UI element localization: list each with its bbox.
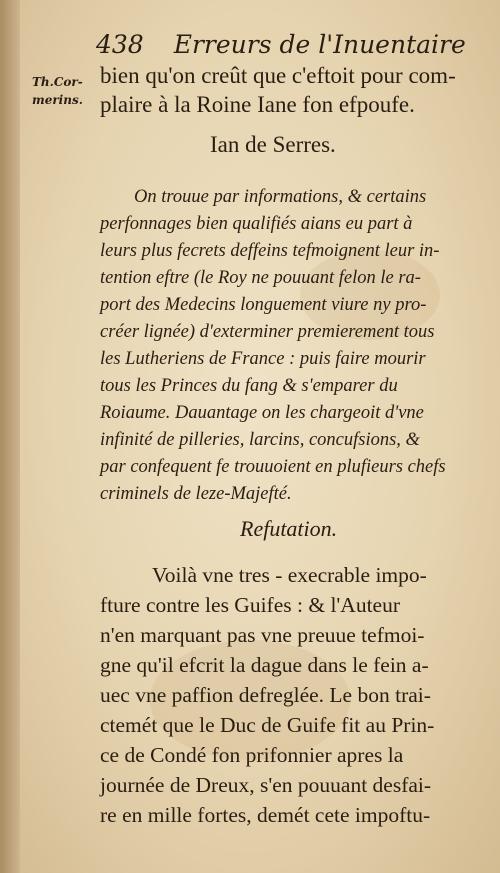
refutation-title: Refutation. <box>240 516 338 541</box>
body-line: fture contre les Guifes : & l'Auteur <box>100 593 401 617</box>
quote-line: perfonnages bien qualifiés aians eu part à <box>100 214 413 234</box>
section-title: Ian de Serres. <box>210 132 336 157</box>
margin-note-line: merins. <box>32 93 83 107</box>
body-line: gne qu'il efcrit la dague dans le fein a- <box>100 653 429 677</box>
page-gutter <box>0 0 20 873</box>
margin-note-line: Th.Cor- <box>32 75 83 89</box>
text-line: bien qu'on creût que c'eftoit pour com- <box>100 63 456 88</box>
quote-line: leurs plus fecrets deffeins tefmoignent leur in- <box>100 241 440 261</box>
quote-line: port des Medecins longuement viure ny pro- <box>100 295 427 315</box>
running-title: Erreurs de l'Inuentaire <box>173 30 466 59</box>
running-header <box>96 30 466 60</box>
body-line: journée de Dreux, s'en pouuant desfai- <box>100 773 432 797</box>
quote-line: infinité de pilleries, larcins, concufsions, & <box>100 430 420 450</box>
quote-line: tention eftre (le Roy ne pouuant felon le ra- <box>100 268 421 288</box>
body-line: ctemét que le Duc de Guife fit au Prin- <box>100 713 435 737</box>
quote-line: par confequent fe trouuoient en plufieurs chefs <box>100 457 446 477</box>
quote-line: Roiaume. Dauantage on les chargeoit d'vne <box>100 403 424 423</box>
quote-line: tous les Princes du fang & s'emparer du <box>100 376 398 396</box>
body-line: uec vne paffion defreglée. Le bon trai- <box>100 683 431 707</box>
body-line: re en mille fortes, demét cete impoftu- <box>100 803 431 827</box>
page-number: 438 <box>96 30 144 59</box>
quote-line: criminels de leze-Majefté. <box>100 484 292 504</box>
quote-line: les Lutheriens de France : puis faire mourir <box>100 349 426 369</box>
quote-line: créer lignée) d'exterminer premierement tous <box>100 322 435 342</box>
text-line: plaire à la Roine Iane fon efpoufe. <box>100 92 415 117</box>
body-line: Voilà vne tres - execrable impo- <box>152 563 427 587</box>
quote-line: On trouue par informations, & certains <box>134 187 427 207</box>
body-line: ce de Condé fon prifonnier apres la <box>100 743 404 767</box>
body-line: n'en marquant pas vne preuue tefmoi- <box>100 623 425 647</box>
